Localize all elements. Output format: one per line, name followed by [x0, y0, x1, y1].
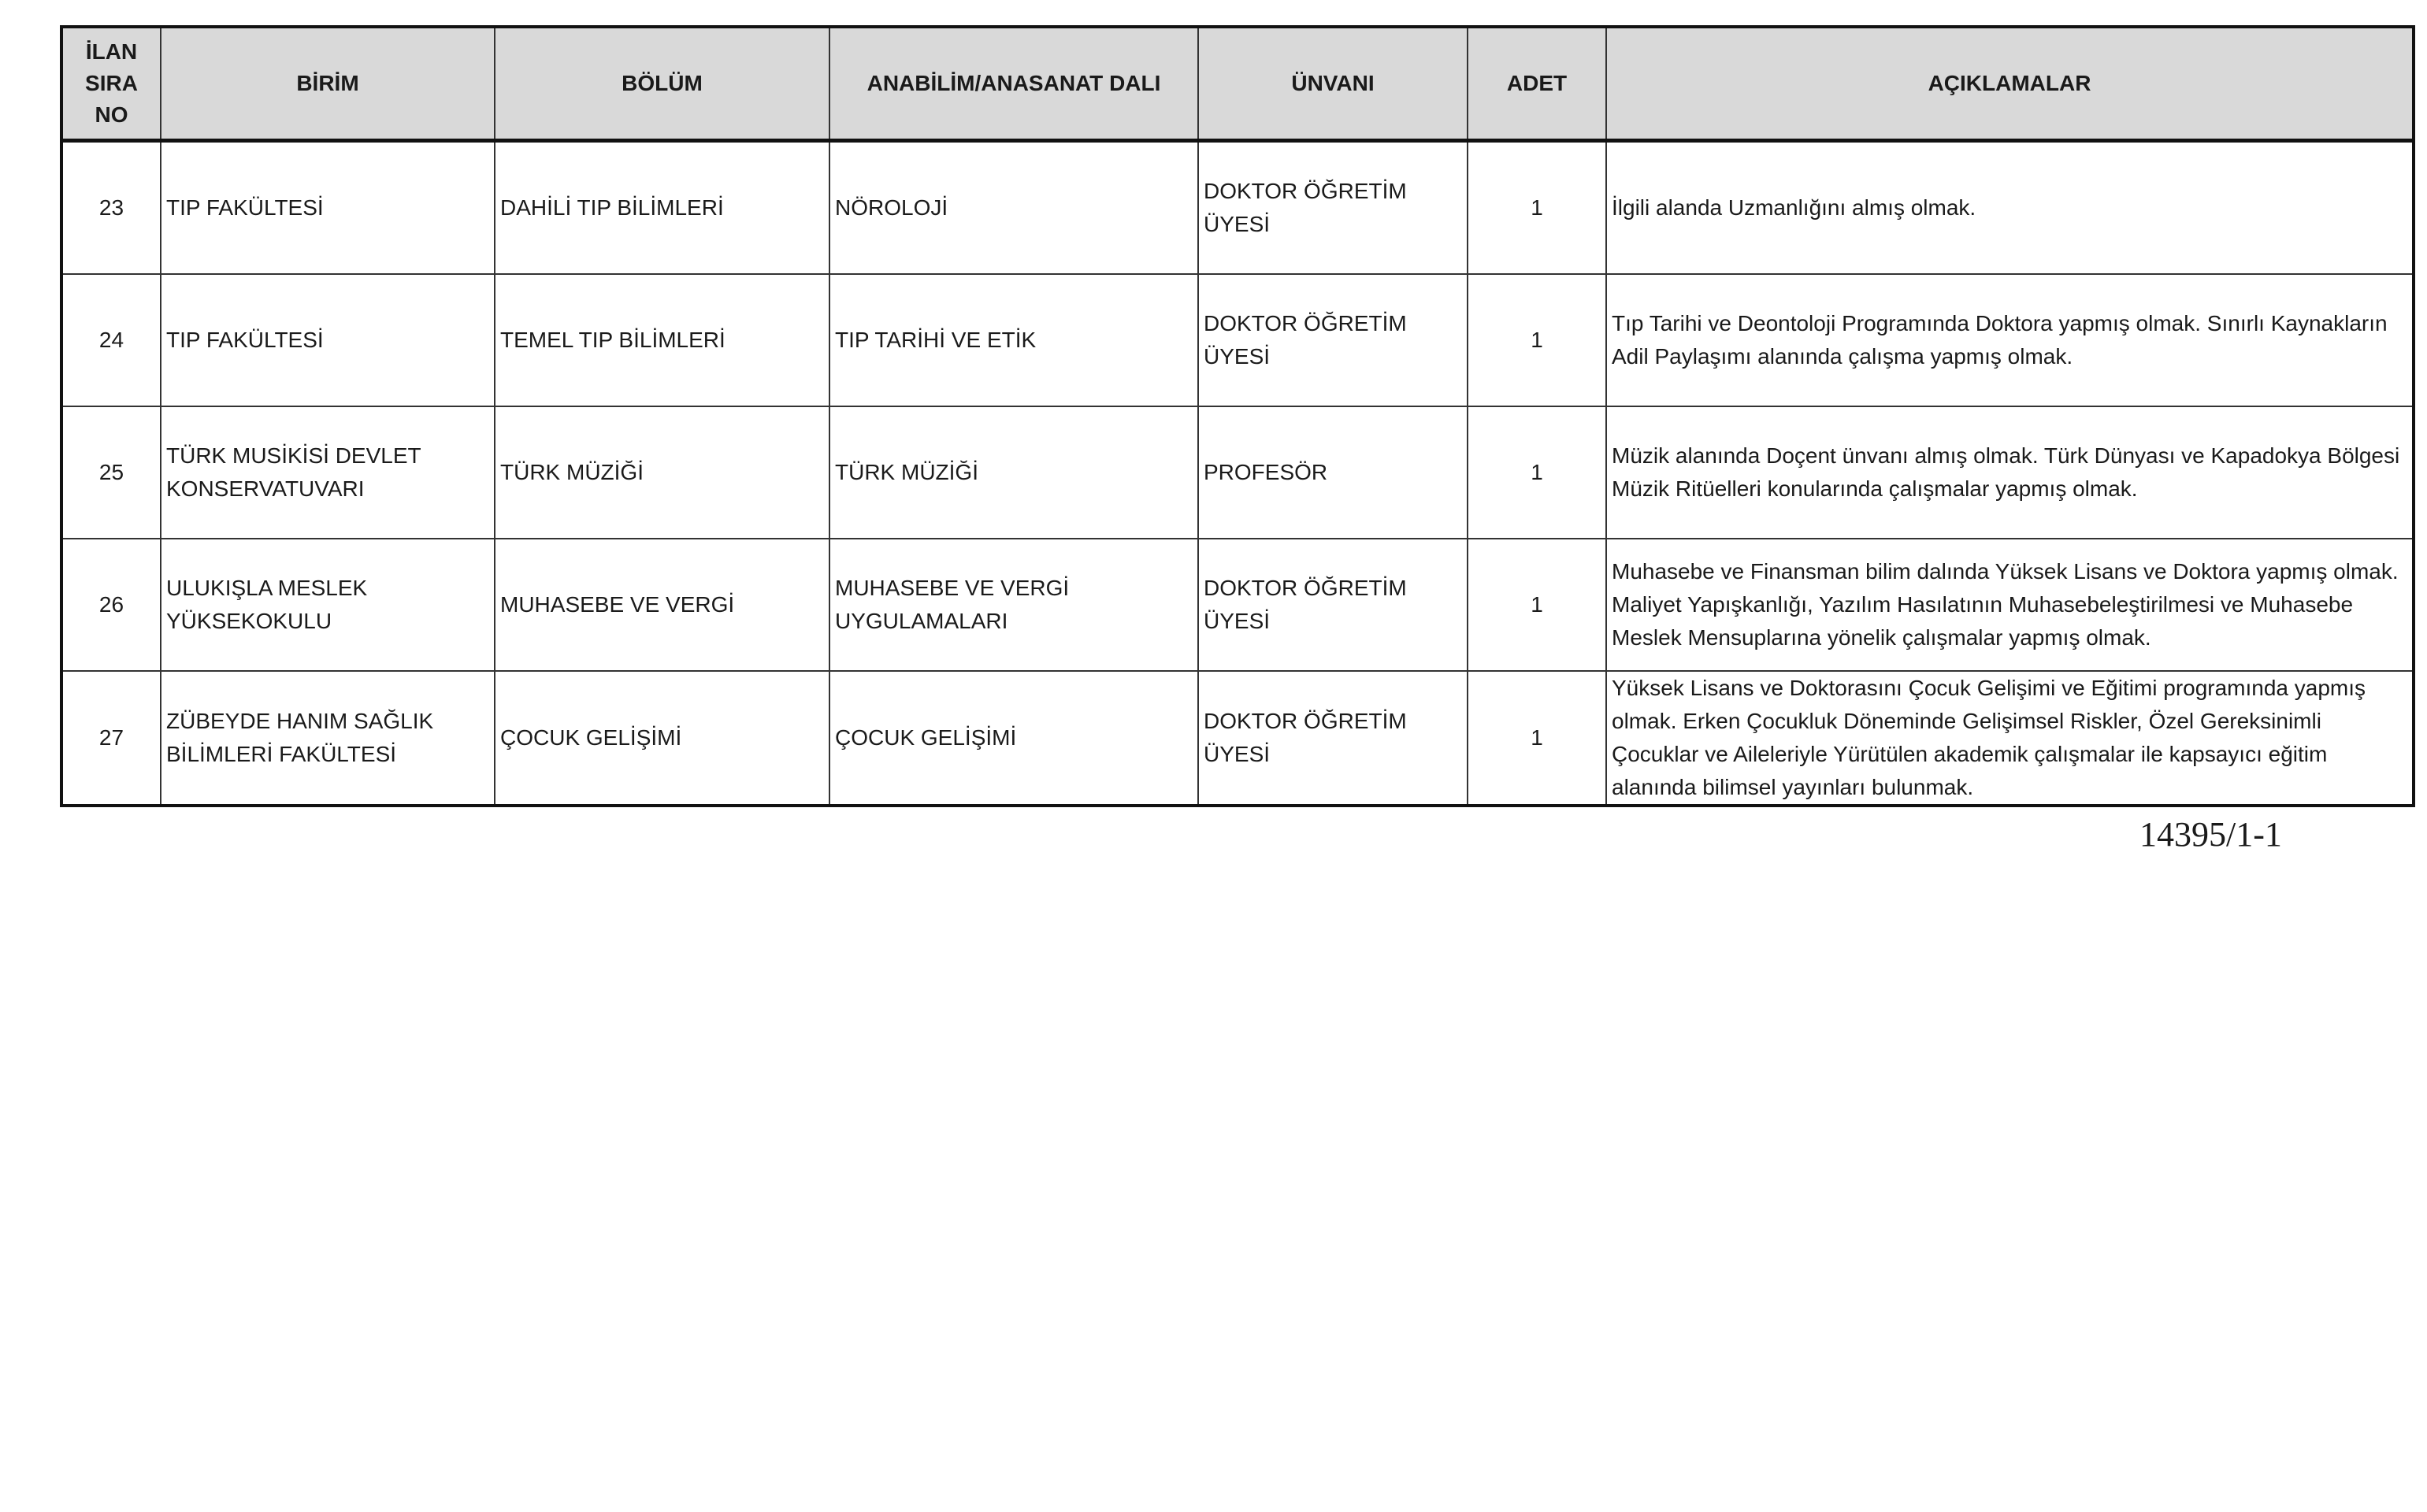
table-row — [61, 274, 2414, 406]
header-unvan: ÜNVANI — [1198, 27, 1468, 141]
cell-adet: 1 — [1468, 539, 1606, 671]
listing-table-wrapper — [60, 25, 2415, 807]
cell-aciklama: Yüksek Lisans ve Doktorasını Çocuk Gelişimi ve Eğitimi programında yapmış olmak. Erken Çocukluk Döneminde Gelişimsel Riskler, Özel Gereksinimli Çocuklar ve Aileleriyle Yürütülen akademik çalışmalar ile kapsayıcı eğitim alanında bilimsel yayınları bulunmak. — [1606, 671, 2414, 806]
cell-anabilim: TIP TARİHİ VE ETİK — [829, 274, 1198, 406]
table-row — [61, 539, 2414, 671]
cell-bolum: TEMEL TIP BİLİMLERİ — [495, 274, 829, 406]
cell-adet: 1 — [1468, 274, 1606, 406]
header-aciklamalar: AÇIKLAMALAR — [1606, 27, 2414, 141]
cell-anabilim: MUHASEBE VE VERGİ UYGULAMALARI — [829, 539, 1198, 671]
header-row — [61, 27, 2414, 141]
cell-adet: 1 — [1468, 141, 1606, 275]
cell-anabilim: ÇOCUK GELİŞİMİ — [829, 671, 1198, 806]
header-anabilim: ANABİLİM/ANASANAT DALI — [829, 27, 1198, 141]
cell-birim: ULUKIŞLA MESLEK YÜKSEKOKULU — [161, 539, 495, 671]
cell-aciklama: Tıp Tarihi ve Deontoloji Programında Doktora yapmış olmak. Sınırlı Kaynakların Adil Paylaşımı alanında çalışma yapmış olmak. — [1606, 274, 2414, 406]
table-row — [61, 141, 2414, 275]
cell-unvan: PROFESÖR — [1198, 406, 1468, 539]
cell-birim: ZÜBEYDE HANIM SAĞLIK BİLİMLERİ FAKÜLTESİ — [161, 671, 495, 806]
cell-ilan-no: 24 — [61, 274, 161, 406]
cell-birim: TIP FAKÜLTESİ — [161, 274, 495, 406]
table-row — [61, 671, 2414, 806]
header-birim: BİRİM — [161, 27, 495, 141]
cell-ilan-no: 25 — [61, 406, 161, 539]
cell-unvan: DOKTOR ÖĞRETİM ÜYESİ — [1198, 274, 1468, 406]
cell-aciklama: İlgili alanda Uzmanlığını almış olmak. — [1606, 141, 2414, 275]
cell-aciklama: Muhasebe ve Finansman bilim dalında Yüksek Lisans ve Doktora yapmış olmak. Maliyet Yapışkanlığı, Yazılım Hasılatının Muhasebeleştirilmesi ve Muhasebe Meslek Mensuplarına yönelik çalışmalar yapmış olmak. — [1606, 539, 2414, 671]
cell-bolum: TÜRK MÜZİĞİ — [495, 406, 829, 539]
table-header — [61, 27, 2414, 141]
header-bolum: BÖLÜM — [495, 27, 829, 141]
cell-aciklama: Müzik alanında Doçent ünvanı almış olmak. Türk Dünyası ve Kapadokya Bölgesi Müzik Ritüelleri konularında çalışmalar yapmış olmak. — [1606, 406, 2414, 539]
cell-birim: TÜRK MUSİKİSİ DEVLET KONSERVATUVARI — [161, 406, 495, 539]
cell-anabilim: NÖROLOJİ — [829, 141, 1198, 275]
cell-unvan: DOKTOR ÖĞRETİM ÜYESİ — [1198, 539, 1468, 671]
cell-ilan-no: 23 — [61, 141, 161, 275]
cell-unvan: DOKTOR ÖĞRETİM ÜYESİ — [1198, 671, 1468, 806]
cell-adet: 1 — [1468, 406, 1606, 539]
academic-staff-listing-table — [60, 25, 2415, 807]
header-adet: ADET — [1468, 27, 1606, 141]
cell-unvan: DOKTOR ÖĞRETİM ÜYESİ — [1198, 141, 1468, 275]
cell-ilan-no: 27 — [61, 671, 161, 806]
cell-ilan-no: 26 — [61, 539, 161, 671]
table-body — [61, 141, 2414, 806]
cell-bolum: DAHİLİ TIP BİLİMLERİ — [495, 141, 829, 275]
header-ilan-sira-no: İLAN SIRA NO — [61, 27, 161, 141]
cell-bolum: MUHASEBE VE VERGİ — [495, 539, 829, 671]
table-row — [61, 406, 2414, 539]
cell-anabilim: TÜRK MÜZİĞİ — [829, 406, 1198, 539]
page-reference-number: 14395/1-1 — [2139, 815, 2282, 854]
cell-adet: 1 — [1468, 671, 1606, 806]
cell-birim: TIP FAKÜLTESİ — [161, 141, 495, 275]
cell-bolum: ÇOCUK GELİŞİMİ — [495, 671, 829, 806]
